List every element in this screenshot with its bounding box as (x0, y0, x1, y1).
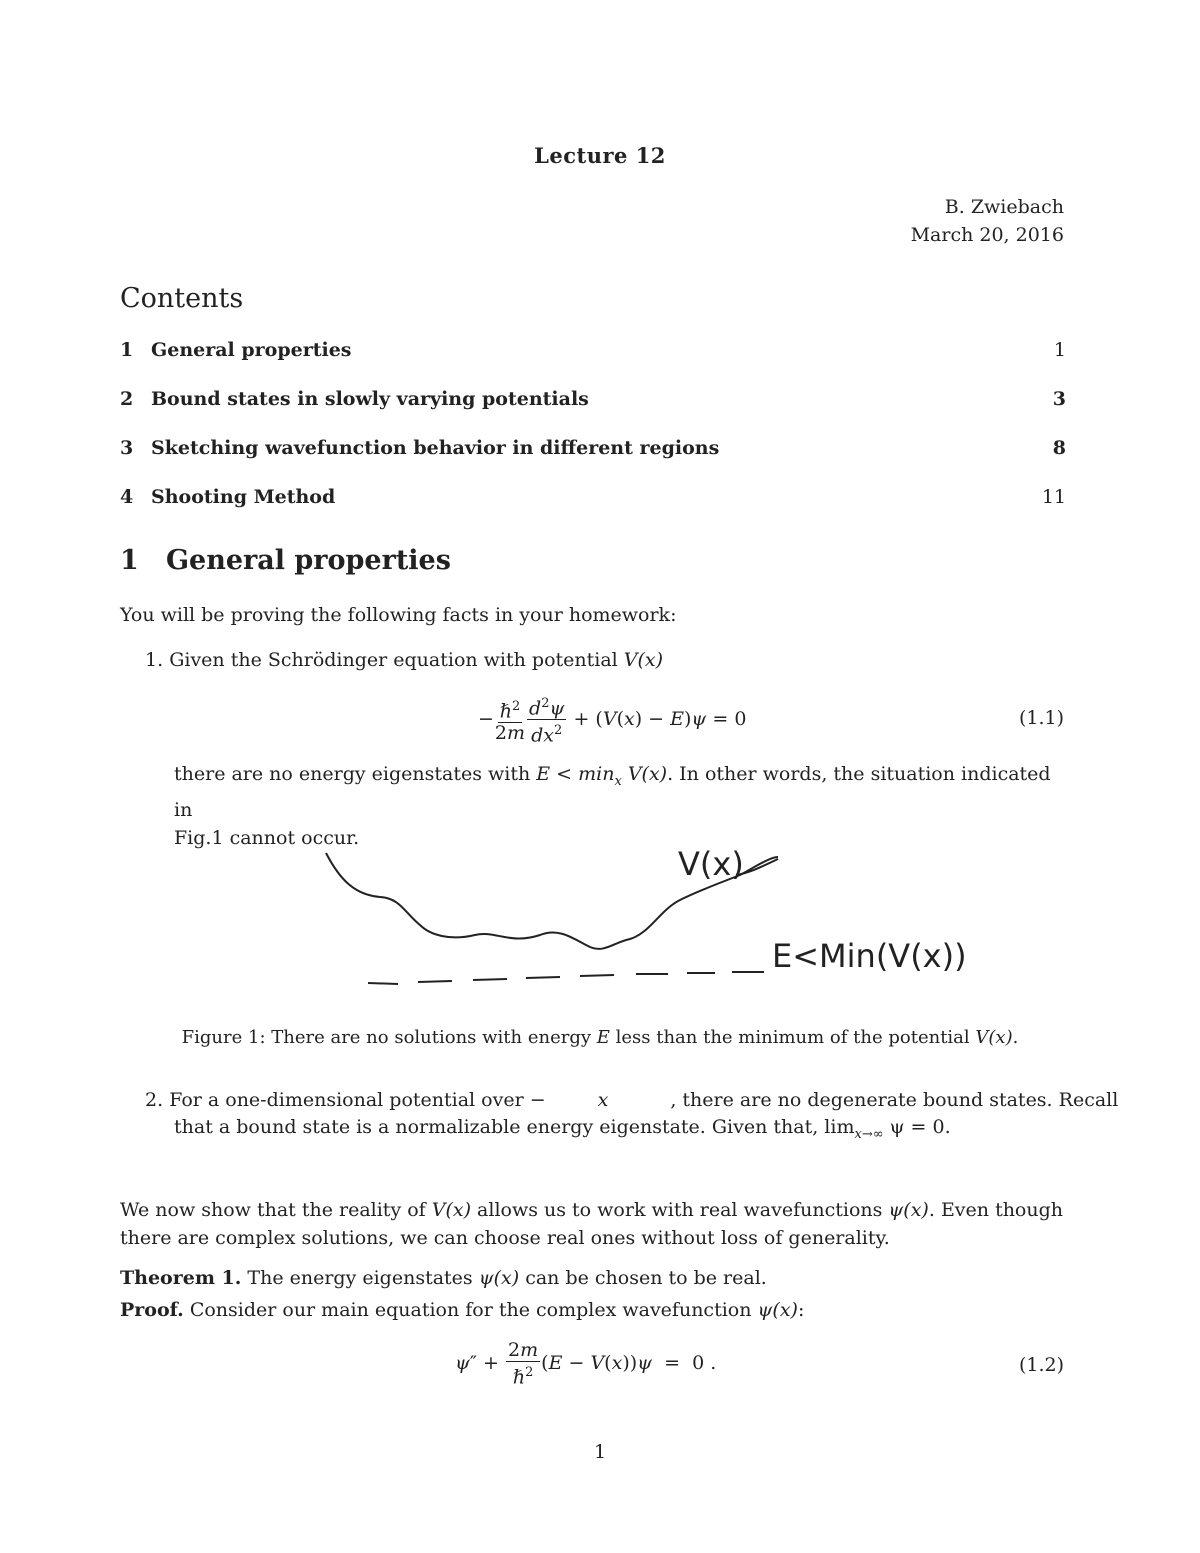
proof-label: Proof. (120, 1299, 184, 1321)
date: March 20, 2016 (910, 224, 1064, 246)
energy-label: E<Min(V(x)) (772, 937, 967, 975)
toc-entry-page: 8 (1052, 437, 1066, 459)
toc-entry[interactable] (120, 339, 1066, 361)
equation-number: (1.2) (1018, 1354, 1064, 1376)
page-number: 1 (593, 1441, 607, 1463)
item1-continuation: there are no energy eigenstates with $E < \min_x V(x)$. In other words, the situation indicated in Fig.1 cannot occur. (174, 763, 1051, 849)
figure-caption: Figure 1: There are no solutions with energy E less than the minimum of the potential V(x). (181, 1027, 1019, 1048)
proof: Proof. Consider our main equation for the complex wavefunction ψ(x): (120, 1299, 805, 1321)
equation-number: (1.1) (1018, 707, 1064, 729)
theorem: Theorem 1. The energy eigenstates ψ(x) can be chosen to be real. (120, 1267, 767, 1289)
list-item-2-continuation: that a bound state is a normalizable energy eigenstate. Given that, $\lim_{x\to\infty} \psi = 0$. (174, 1116, 951, 1142)
toc-entry-number: 4 (120, 486, 134, 508)
section-number: 1 (120, 545, 139, 576)
toc-entry-number: 1 (120, 339, 134, 361)
toc-entry-number: 2 (120, 388, 134, 410)
toc-entry[interactable] (120, 486, 1066, 508)
energy-dashed-line (368, 972, 764, 984)
paper-title: Lecture 12 (534, 143, 666, 168)
toc-entry-label: Sketching wavefunction behavior in different regions (151, 437, 720, 459)
intro-paragraph: You will be proving the following facts in your homework: (120, 604, 677, 626)
toc-entry-label: General properties (151, 339, 352, 361)
author: B. Zwiebach (944, 196, 1064, 218)
contents-heading: Contents (120, 283, 244, 314)
toc-entry-page: 3 (1052, 388, 1066, 410)
toc-entry-page: 1 (1053, 339, 1066, 361)
section-title: General properties (166, 545, 451, 576)
potential-symbol: V(x) (623, 649, 664, 671)
figure-1 (300, 835, 980, 1005)
toc-entry-number: 3 (120, 437, 134, 459)
toc-entry-label: Bound states in slowly varying potentials (151, 388, 589, 410)
reality-paragraph: We now show that the reality of V(x) allows us to work with real wavefunctions ψ(x). Even though there are complex solutions, we can choose real ones without loss of generality. (120, 1199, 1064, 1249)
equation-1-1: − $\frac{\hbar^2}{2m}$ $\frac{d^2\psi}{dx^2}$ + (V(x) − E)ψ = 0 (478, 693, 746, 747)
potential-label: V(x) (678, 845, 744, 883)
section-heading (120, 545, 451, 576)
list-item-number: 2. (145, 1089, 164, 1111)
list-item-2: 2. For a one-dimensional potential over − x , there are no degenerate bound states. Recall (145, 1089, 1119, 1111)
list-item-1 (145, 646, 663, 674)
toc-entry-page: 11 (1041, 486, 1066, 508)
list-item-text: Given the Schrödinger equation with potential (169, 649, 624, 671)
list-item-number: 1. (145, 649, 164, 671)
toc-entry[interactable] (120, 437, 1066, 459)
toc-entry[interactable] (120, 388, 1066, 410)
equation-1-2: ψ″ + $\frac{2m}{\hbar^2}$ (E − V(x))ψ = 0 . (455, 1339, 717, 1389)
theorem-label: Theorem 1. (120, 1267, 242, 1289)
toc-entry-label: Shooting Method (151, 486, 336, 508)
